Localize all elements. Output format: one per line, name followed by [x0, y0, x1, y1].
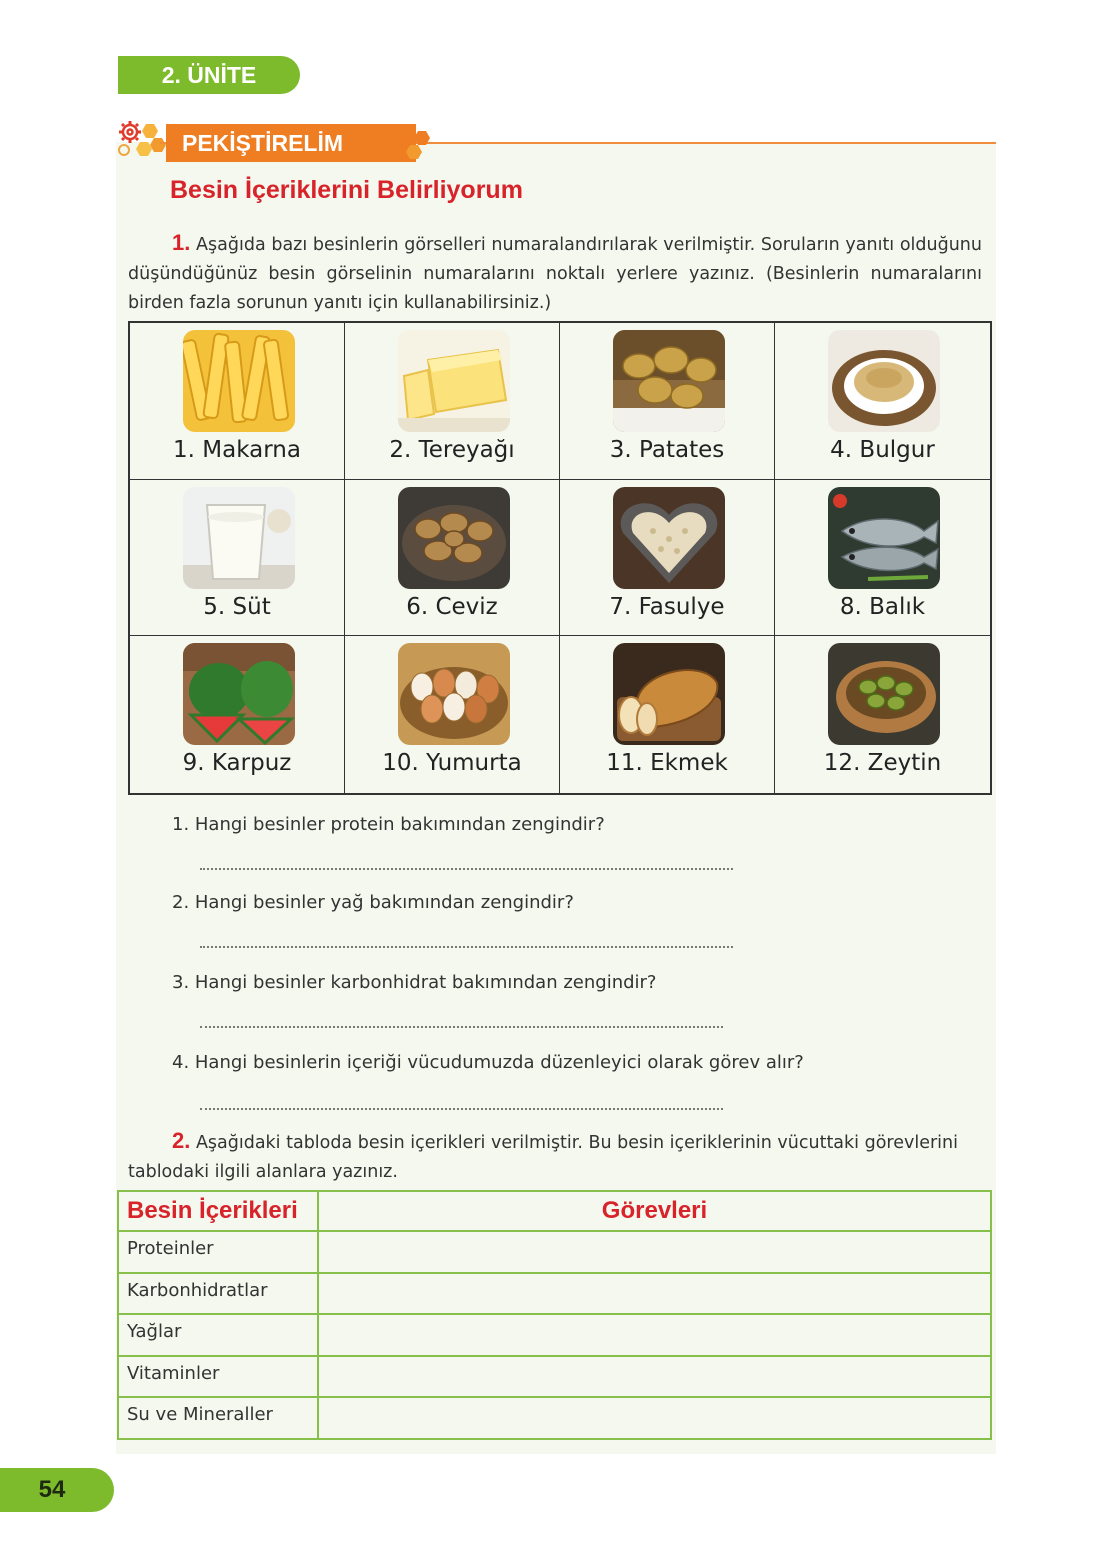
function-answer-cell[interactable] — [318, 1314, 991, 1356]
food-label: 5. Süt — [203, 593, 271, 620]
bulgur-image — [828, 330, 940, 432]
section-banner: PEKİŞTİRELİM — [166, 124, 416, 162]
food-cell — [130, 323, 345, 480]
question-1-number: 1. — [172, 230, 191, 255]
question-2-text: Aşağıdaki tabloda besin içerikleri verilmiştir. Bu besin içeriklerinin vücuttaki görevlerini tablodaki ilgili alanlara yazınız. — [128, 1133, 958, 1182]
food-cell — [560, 480, 775, 637]
food-cell — [560, 323, 775, 480]
table-row — [118, 1356, 991, 1398]
nutrient-name: Su ve Mineraller — [118, 1397, 318, 1439]
table-row — [118, 1314, 991, 1356]
milk-image — [183, 487, 295, 589]
function-answer-cell[interactable] — [318, 1231, 991, 1273]
question-1-1: 1. Hangi besinler protein bakımından zengindir? — [172, 814, 605, 835]
question-1-text: Aşağıda bazı besinlerin görselleri numaralandırılarak verilmiştir. Soruların yanıtı olduğunu düşündüğünüz besin görselinin numaralarını noktalı yerlere yazınız. (Besinlerin numaralarını birden fazla sorunun yanıtı için kullanabilirsiniz.) — [128, 235, 982, 313]
answer-line-1[interactable] — [200, 868, 733, 870]
hexagon-icon — [396, 123, 440, 163]
nutrient-name: Yağlar — [118, 1314, 318, 1356]
function-answer-cell[interactable] — [318, 1273, 991, 1315]
food-cell — [345, 636, 560, 793]
food-label: 6. Ceviz — [406, 593, 498, 620]
olive-image — [828, 643, 940, 745]
food-label: 7. Fasulye — [609, 593, 725, 620]
food-label: 9. Karpuz — [182, 750, 292, 777]
table-header-nutrients: Besin İçerikleri — [118, 1191, 318, 1231]
page-title: Besin İçeriklerini Belirliyorum — [170, 176, 523, 204]
fish-image — [828, 487, 940, 589]
question-2-number: 2. — [172, 1128, 191, 1153]
answer-line-2[interactable] — [200, 946, 733, 948]
question-1-instructions — [128, 228, 982, 318]
question-1-2: 2. Hangi besinler yağ bakımından zengindir? — [172, 892, 574, 913]
food-label: 8. Balık — [839, 593, 926, 620]
table-row — [118, 1273, 991, 1315]
page-number: 54 — [0, 1468, 114, 1512]
food-cell — [560, 636, 775, 793]
table-header-row — [118, 1191, 991, 1231]
function-answer-cell[interactable] — [318, 1356, 991, 1398]
food-cell — [130, 636, 345, 793]
potato-image — [613, 330, 725, 432]
question-1-3: 3. Hangi besinler karbonhidrat bakımından zengindir? — [172, 972, 657, 993]
food-cell — [775, 323, 990, 480]
food-label: 10. Yumurta — [382, 750, 522, 777]
nutrient-function-table — [117, 1190, 992, 1440]
food-label: 3. Patates — [609, 437, 725, 463]
food-cell — [345, 323, 560, 480]
walnut-image — [398, 487, 510, 589]
food-cell — [345, 480, 560, 637]
nutrient-name: Proteinler — [118, 1231, 318, 1273]
table-row — [118, 1397, 991, 1439]
food-cell — [775, 480, 990, 637]
table-header-functions: Görevleri — [318, 1191, 991, 1231]
food-label: 1. Makarna — [173, 437, 301, 463]
answer-line-3[interactable] — [200, 1026, 723, 1028]
table-row — [118, 1231, 991, 1273]
watermelon-image — [183, 643, 295, 745]
food-label: 4. Bulgur — [830, 437, 935, 463]
food-cell — [775, 636, 990, 793]
bread-image — [613, 643, 725, 745]
egg-image — [398, 643, 510, 745]
function-answer-cell[interactable] — [318, 1397, 991, 1439]
food-grid — [128, 321, 992, 795]
food-label: 11. Ekmek — [606, 750, 728, 777]
nutrient-name: Karbonhidratlar — [118, 1273, 318, 1315]
food-label: 12. Zeytin — [823, 750, 942, 777]
food-cell — [130, 480, 345, 637]
answer-line-4[interactable] — [200, 1108, 723, 1110]
question-2-instructions — [128, 1126, 958, 1187]
butter-image — [398, 330, 510, 432]
nutrient-name: Vitaminler — [118, 1356, 318, 1398]
gears-icon — [114, 118, 170, 162]
question-1-4: 4. Hangi besinlerin içeriği vücudumuzda düzenleyici olarak görev alır? — [172, 1052, 804, 1073]
food-label: 2. Tereyağı — [389, 437, 515, 463]
bean-image — [613, 487, 725, 589]
pasta-image — [183, 330, 295, 432]
unit-tab: 2. ÜNİTE — [118, 56, 300, 94]
